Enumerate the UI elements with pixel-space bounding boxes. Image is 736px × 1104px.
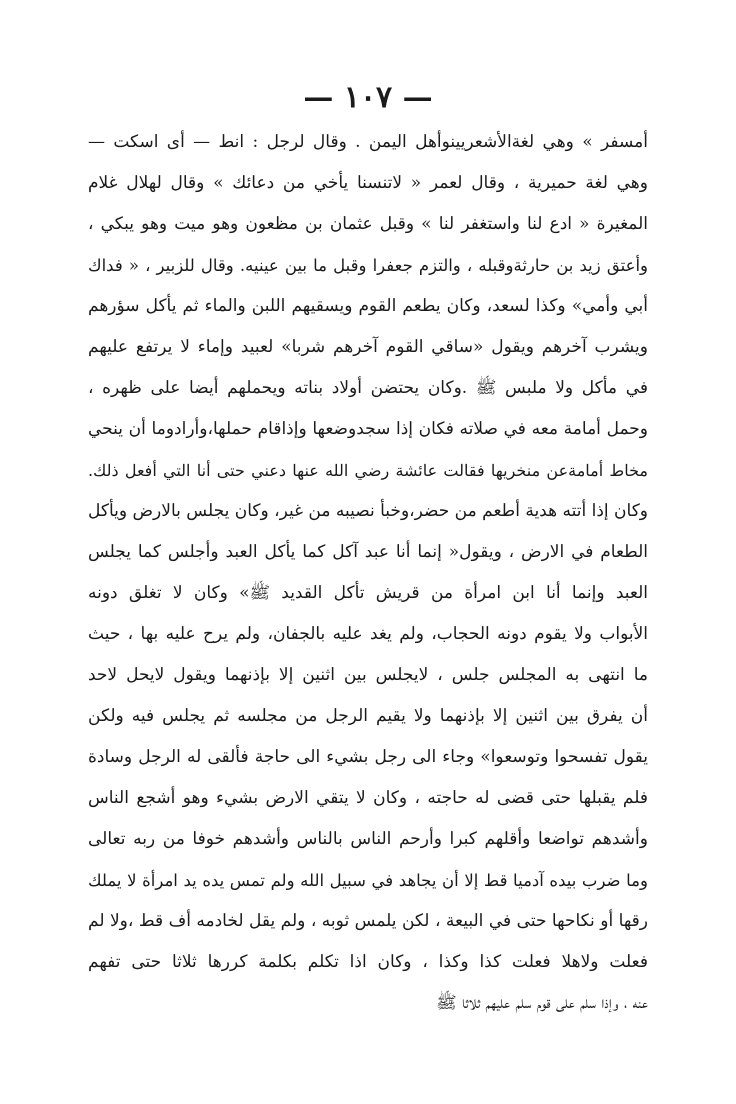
page-number: — ١٠٧ —	[303, 80, 433, 115]
text-line-21: فعلت ولاهلا فعلت كذا وكذا ، وكان اذا تكلم بكلمة كررها ثلاثا حتى تفهم	[88, 952, 648, 972]
text-line-5: أبي وأمي» وكذا لسعد، وكان يطعم القوم ويسقيهم اللبن والماء ثم يأكل سؤرهم	[88, 296, 648, 316]
text-line-19: وما ضرب بيده آدميا قط إلا أن يجاهد في سبيل الله ولم تمس يده يد امرأة لا يملك	[88, 871, 648, 890]
text-line-9: مخاط أمامةعن منخريها فقالت عائشة رضي الله عنها دعني حتى أنا التي أفعل ذلك.	[88, 461, 648, 480]
text-line-17: فلم يقبلها حتى قضى له حاجته ، وكان لا يتقي الارض بشيء وهو أشجع الناس	[88, 788, 648, 808]
text-line-6: ويشرب آخرهم ويقول «ساقي القوم آخرهم شربا» لعبيد وإماء لا يرتفع عليهم	[88, 337, 648, 357]
text-line-15: أن يفرق بين اثنين إلا بإذنهما ولا يقيم الرجل من مجلسه ثم يجلس فيه ولكن	[88, 706, 648, 726]
text-line-10: وكان إذا أتته هدية أطعم من حضر،وخبأ نصيبه من غير، وكان يجلس بالارض ويأكل	[88, 501, 648, 521]
text-line-12: العبد وإنما أنا ابن امرأة من قريش تأكل القديد ﷺ» وكان لا تغلق دونه	[88, 583, 648, 603]
text-line-7: في مأكل ولا ملبس ﷺ .وكان يحتضن أولاد بناته ويحملهم أيضا على ظهره ،	[88, 378, 648, 398]
body-text	[88, 122, 648, 1024]
text-line-1: أمسفر » وهي لغةالأشعريينوأهل اليمن . وقال لرجل : انط — أى اسكت —	[88, 132, 648, 152]
text-line-14: ما انتهى به المجلس جلس ، لايجلس بين اثنين إلا بإذنهما ويقول لايحل لاحد	[88, 665, 648, 685]
text-line-18: وأشدهم تواضعا وأقلهم كبرا وأرحم الناس بالناس وأشدهم خوفا من ربه تعالى	[88, 829, 648, 849]
text-line-2: وهي لغة حميرية ، وقال لعمر « لاتنسنا يأخي من دعائك » وقال لهلال غلام	[88, 173, 648, 193]
text-line-4: وأعتق زيد بن حارثةوقبله ، والتزم جعفرا وقبل ما بين عينيه. وقال للزبير ، « فداك	[88, 256, 648, 275]
text-line-3: المغيرة « ادع لنا واستغفر لنا » وقبل عثمان بن مظعون وهو ميت وهو يبكي ،	[88, 214, 648, 234]
text-line-13: الأبواب ولا يقوم دونه الحجاب، ولم يغد عليه بالجفان، ولم يرح عليه بها ، حيث	[88, 624, 648, 644]
text-line-16: يقول تفسحوا وتوسعوا» وجاء الى رجل بشيء الى حاجة فألقى له الرجل وسادة	[88, 747, 648, 767]
text-line-20: رقها أو نكاحها حتى في البيعة ، لكن يلمس ثوبه ، ولم يقل لخادمه أف قط ،ولا لم	[88, 911, 648, 931]
text-line-11: الطعام في الارض ، ويقول« إنما أنا عبد آكل كما يأكل العبد وأجلس كما يجلس	[88, 542, 648, 562]
text-line-8: وحمل أمامة معه في صلاته فكان إذا سجدوضعها وإذاقام حملها،وأرادوما أن ينحي	[88, 419, 648, 439]
text-line-22: عنه ، وإذا سلم على قوم سلم عليهم ثلاثا ﷺ	[436, 993, 648, 1013]
